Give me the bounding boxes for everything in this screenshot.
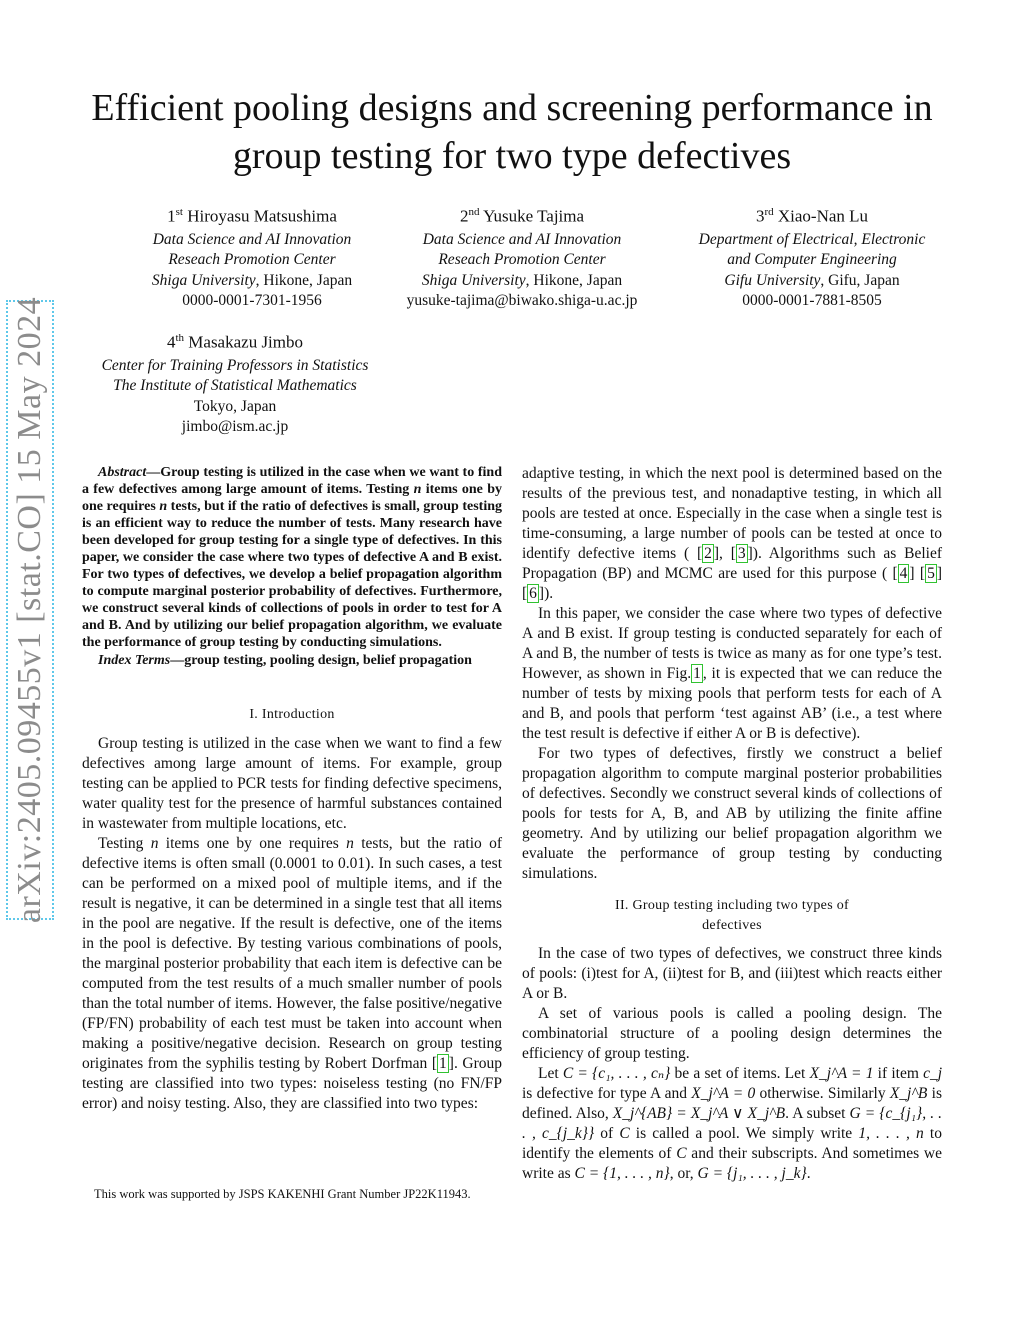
math-expression: c_j: [923, 1065, 943, 1082]
author-affiliation: Department of Electrical, Electronic: [698, 230, 926, 248]
citation-link[interactable]: 3: [737, 545, 746, 562]
author-contact: 0000-0001-7301-1956: [182, 292, 322, 310]
citation-link[interactable]: 5: [927, 565, 935, 582]
author-name: 2nd Yusuke Tajima: [459, 206, 585, 226]
math-expression: X_j^B: [889, 1085, 928, 1102]
section2-paragraph: A set of various pools is called a pooling design. The combinatorial structure of a pooling design determines the efficiency of group testing.: [522, 1005, 942, 1062]
author-contact[interactable]: jimbo@ism.ac.jp: [181, 418, 289, 436]
author-affiliation: Center for Training Professors in Statistics: [101, 356, 369, 374]
intro-paragraph: For two types of defectives, firstly we construct a belief propagation algorithm to compute marginal posterior probabilities of defectives. Secondly we construct several kinds of collections of pools for tests for A, B, and AB by utilizing the finite affine geometry. And by utilizing our belief propagation algorithm we evaluate the performance of group testing by conducting simulations.: [522, 745, 942, 882]
author-affiliation: The Institute of Statistical Mathematics: [113, 377, 357, 395]
author-name: 1st Hiroyasu Matsushima: [167, 206, 337, 226]
arxiv-stamp[interactable]: [6, 296, 54, 924]
intro-paragraph: adaptive testing, in which the next pool is determined based on the results of the previous test, and nonadaptive testing, in which all pools are tested at once. Especially in the case when a single test is time-consuming, a large number of pools can be tested at once to identify defective items ( [ 2 ], [ 3 ]). Algorithms such as Belief Propagation (BP) and MCMC are used for this purpose ( [ 4 ] [ 5 ] [ 6 ]).: [522, 465, 942, 602]
math-expression: C = {1, . . . , n}: [574, 1165, 670, 1182]
author-name: 4th Masakazu Jimbo: [166, 332, 304, 352]
author-contact[interactable]: yusuke-tajima@biwako.shiga-u.ac.jp: [406, 292, 638, 310]
author-institution: Gifu University, Gifu, Japan: [724, 271, 900, 289]
author-affiliation: and Computer Engineering: [727, 251, 897, 269]
author-2: [372, 200, 672, 312]
author-name: 3rd Xiao-Nan Lu: [755, 206, 869, 226]
section2-paragraph: Let C = {c₁, . . . , cₙ} be a set of items. Let X_j^A = 1 if item c_j is defective for type A and X_j^A = 0 otherwise. Similarly X_j^B is defined. Also, X_j^{AB} = X_j^A ∨ X_j^B. A subset G = {c_{j₁}, . . . , c_{j_k}} of C is called a pool. We simply write 1, . . . , n to identify the elements of C and their subscripts. And sometimes we write as C = {1, . . . , n}, or, G = {j₁, . . . , j_k}.: [522, 1065, 943, 1182]
right-column: [522, 464, 942, 1184]
citation-link[interactable]: 6: [529, 585, 537, 602]
author-1: [112, 200, 392, 312]
math-expression: X_j^A = 0: [691, 1085, 756, 1102]
index-terms: Index Terms—group testing, pooling design, belief propagation: [98, 653, 472, 668]
math-expression: G = {c_{j₁}, . . . , c_{j_k}}: [522, 1105, 943, 1142]
author-institution: Tokyo, Japan: [193, 397, 277, 415]
citation-link[interactable]: 4: [899, 565, 908, 582]
section-heading-two-types: II. Group testing including two types of defectives: [614, 898, 850, 933]
citation-link[interactable]: 1: [439, 1055, 447, 1072]
math-expression: X_j^{AB} = X_j^A ∨ X_j^B: [612, 1105, 786, 1122]
math-expression: X_j^A = 1: [809, 1065, 874, 1082]
citation-link[interactable]: 2: [704, 545, 712, 562]
author-institution: Shiga University, Hikone, Japan: [421, 271, 623, 289]
math-expression: G = {j₁, . . . , j_k}: [697, 1165, 807, 1182]
intro-paragraph: Testing n items one by one requires n tests, but the ratio of defective items is often small (0.0001 to 0.01). In such cases, a test can be performed on a mixed pool of multiple items, and if the result is negative, it can be determined in a single test that all items in the pool are negative. If the result is defective, one of the items in the pool is defective. By testing various combinations of pools, the marginal posterior probability that each item is defective can be computed from the test results of a much smaller number of pools than the total number of items. However, the false positive/negative (FP/FN) probability of each test must be taken into account when making a positive/negative decision. Research on group testing originates from the syphilis testing by Robert Dorfman [ 1 ]. Group testing are classified into two types: noiseless testing (no FN/FP error) and noisy testing. Also, they are classified into two types:: [82, 835, 503, 1112]
author-affiliation: Reseach Promotion Center: [168, 251, 336, 269]
author-affiliation: Data Science and AI Innovation: [422, 230, 622, 248]
paper-title: Efficient pooling designs and screening performance in group testing for two type defectives: [91, 87, 933, 177]
author-3: [672, 200, 952, 312]
abstract: Abstract—Group testing is utilized in the case when we want to find a few defectives among large amount of items. Testing n items one by one requires n tests, but if the ratio of defectives is small, group testing is an efficient way to reduce the number of tests. Many research have been developed for group testing for a single type of defectives. In this paper, we consider the case where two types of defective A and B exist. For two types of defectives, we develop a belief propagation algorithm to compute marginal posterior probability of defectives. Furthermore, we construct several kinds of collections of pools in order to test for A and B. And by utilizing our belief propagation algorithm, we evaluate the performance of group testing by conducting simulations.: [82, 465, 502, 650]
section2-paragraph: In the case of two types of defectives, we construct three kinds of pools: (i)test for A, (ii)test for B, and (iii)test which reacts either A or B.: [522, 945, 942, 1002]
section-heading-introduction: I. Introduction: [249, 707, 335, 722]
author-institution: Shiga University, Hikone, Japan: [151, 271, 353, 289]
left-column: [82, 464, 502, 1114]
math-expression: 1, . . . , n: [858, 1125, 924, 1142]
author-affiliation: Data Science and AI Innovation: [152, 230, 352, 248]
math-expression: C = {c₁, . . . , cₙ}: [562, 1065, 671, 1082]
author-contact: 0000-0001-7881-8505: [742, 292, 882, 310]
author-affiliation: Reseach Promotion Center: [438, 251, 606, 269]
figure-link[interactable]: 1: [693, 665, 701, 682]
intro-paragraph: In this paper, we consider the case where two types of defective A and B exist. If group testing is conducted separately for each of A and B, the number of tests is twice as many as for one type’s test. However, as shown in Fig. 1 , it is expected that we can reduce the number of tests by mixing pools that perform tests for each of A and B, and pools that perform ‘test against AB’ (i.e., a test where the test result is defective if either A or B is defective).: [522, 605, 942, 742]
author-4: [75, 326, 395, 438]
arxiv-stamp-text: arXiv:2405.09455v1 [stat.CO] 15 May 2024: [11, 296, 48, 924]
footnote: This work was supported by JSPS KAKENHI Grant Number JP22K11943.: [94, 1187, 471, 1201]
intro-paragraph: Group testing is utilized in the case when we want to find a few defectives among large amount of items. For example, group testing can be applied to PCR tests for finding defective specimens, water quality test for the presence of harmful substances contained in wastewater from multiple locations, etc.: [82, 735, 502, 832]
